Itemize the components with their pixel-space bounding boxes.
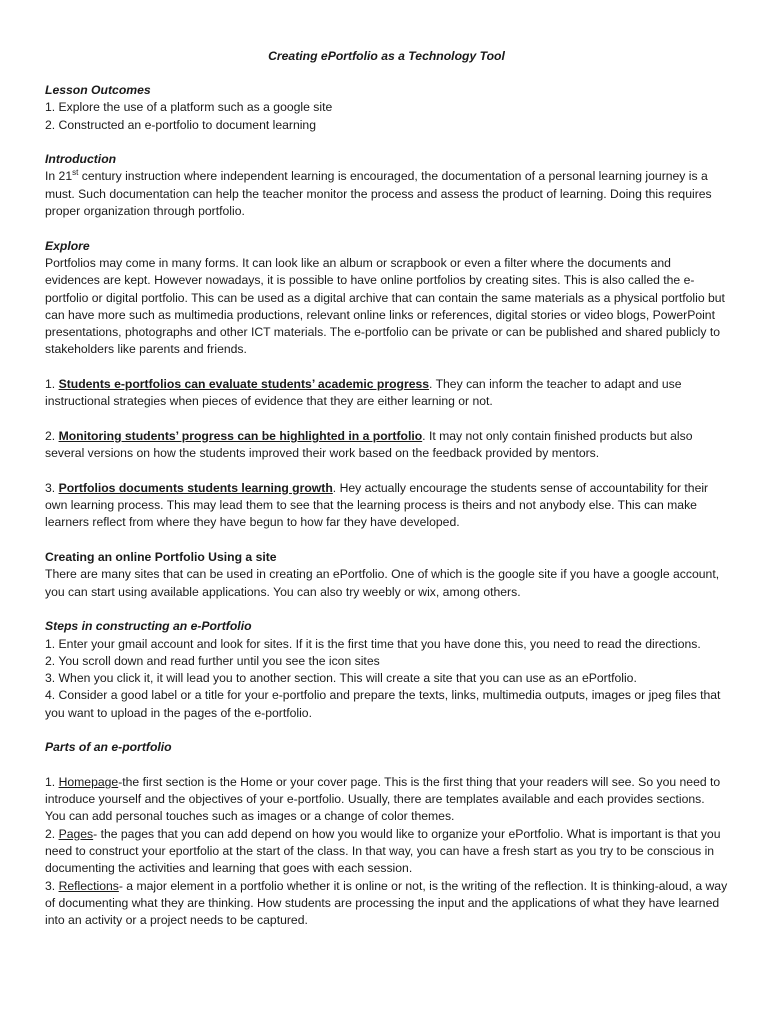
part-item: 1. Homepage-the first section is the Home or your cover page. This is the first thing that your readers will see. So you need to introduce yourself and the objectives of your e-portfolio. Usually, there are templates available and each provides sections. You can add personal touches such as images or a change of color themes. — [45, 774, 721, 824]
explore-heading: Explore — [45, 238, 90, 253]
step-item: 4. Consider a good label or a title for your e-portfolio and prepare the texts, links, multimedia outputs, images or jpeg files that you want to upload in the pages of the e-portfolio. — [45, 688, 721, 720]
online-portfolio-heading: Creating an online Portfolio Using a site — [45, 550, 277, 565]
introduction-body: In 21st century instruction where independent learning is encouraged, the documentation of a personal learning journey is a must. Such documentation can help the teacher monitor the process and assess the product of learning. Doing this requires proper organization through portfolio. — [45, 168, 712, 219]
explore-body: Portfolios may come in many forms. It can look like an album or scrapbook or even a filter where the documents and evidences are kept. However nowadays, it is possible to have online portfolios by creating sites. This is also called the e-portfolio or digital portfolio. This can be used as a digital archive that can contain the same materials as a physical portfolio but can have more such as multimedia productions, relevant online links or references, digital stories or video blogs, PowerPoint presentations, photographs and other ICT materials. The e-portfolio can be private or can be published and shared publicly to stakeholders like parents and friends. — [45, 255, 725, 357]
step-item: 3. When you click it, it will lead you to another section. This will create a site that you can use as an ePortfolio. — [45, 671, 637, 686]
document-title: Creating ePortfolio as a Technology Tool — [268, 49, 505, 63]
step-item: 1. Enter your gmail account and look for sites. If it is the first time that you have done this, you need to read the directions. — [45, 636, 701, 651]
part-item: 2. Pages- the pages that you can add depend on how you would like to organize your ePortfolio. What is important is that you need to construct your eportfolio at the start of the class. In that way, you can have a fresh start as you try to be conscious in documenting the activities and learning that goes with each session. — [45, 826, 721, 876]
steps-heading: Steps in constructing an e-Portfolio — [45, 619, 252, 634]
point-item: 3. Portfolios documents students learning growth. Hey actually encourage the students sense of accountability for their own learning process. This may lead them to see that the learning process is theirs and not anybody else. This can make learners reflect from where they have begun to how far they have developed. — [45, 480, 709, 530]
point-item: 1. Students e-portfolios can evaluate students’ academic progress. They can inform the teacher to adapt and use instructional strategies when pieces of evidence that they are either learning or not. — [45, 377, 682, 409]
lesson-outcomes-heading: Lesson Outcomes — [45, 83, 151, 97]
point-item: 2. Monitoring students’ progress can be highlighted in a portfolio. It may not only contain finished products but also several versions on how the students improved their work based on the feedback provided by mentors. — [45, 428, 693, 461]
introduction-heading: Introduction — [45, 152, 117, 167]
part-item: 3. Reflections- a major element in a portfolio whether it is online or not, is the writing of the reflection. It is thinking-aloud, a way of documenting what they are thinking. How students are processing the input and the applications of what they have learned into an activity or a project needs to be captured. — [45, 878, 728, 928]
online-portfolio-body: There are many sites that can be used in creating an ePortfolio. One of which is the google site if you have a google account, you can start using available applications. You can also try weebly or wix, among others. — [45, 567, 720, 599]
step-item: 2. You scroll down and read further until you see the icon sites — [45, 653, 380, 668]
parts-heading: Parts of an e-portfolio — [45, 740, 172, 755]
outcome-item: 1. Explore the use of a platform such as a google site — [45, 100, 333, 115]
outcome-item: 2. Constructed an e-portfolio to document learning — [45, 117, 316, 132]
